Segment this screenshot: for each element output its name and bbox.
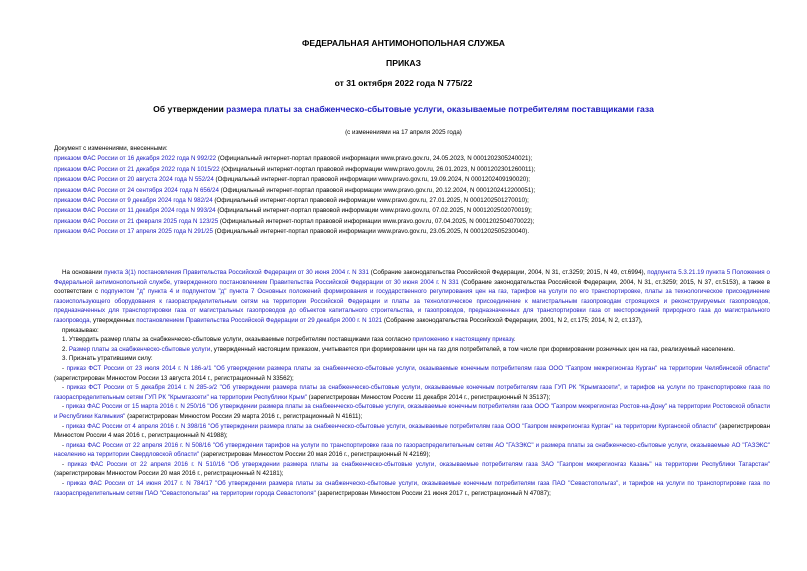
repealed-link[interactable]: приказ ФСТ России от 23 июля 2014 г. N 186-э/1 "Об утверждении размера платы за снабженческо-сбытовые услуги, оказываемые конечным потребителям газа ООО "Газпром межрегионгаз Курган" на территории Челябинской области" [66,364,770,372]
change-link[interactable]: приказом ФАС России от 17 апреля 2025 года N 291/25 [54,228,213,236]
order-word: приказываю: [62,326,99,334]
repealed-item [54,402,770,421]
change-item [54,206,774,216]
preamble-text: На основании [62,269,105,276]
repealed-item [54,441,770,460]
repealed-item [54,422,770,441]
change-link[interactable]: приказом ФАС России от 20 августа 2024 года N 552/24 [54,176,214,184]
change-source: (Официальный интернет-портал правовой информации www.pravo.gov.ru, 23.05.2025, N 0001202505230040). [212,228,530,236]
change-item [54,165,774,175]
change-link[interactable]: приказом ФАС России от 21 февраля 2025 года N 123/25 [54,217,219,225]
repealed-item [54,479,770,498]
repealed-link[interactable]: приказ ФАС России от 4 апреля 2016 г. N 398/16 "Об утверждении размера платы за снабженческо-сбытовые услуги, оказываемые потребителям газа ООО "Газпром межрегионгаз Курган" на территории Курганской области" [65,422,718,430]
item-dash: - [62,422,66,430]
annex-link[interactable]: приложению к настоящему приказу [412,336,514,344]
change-link[interactable]: приказом ФАС России от 21 декабря 2022 года N 1015/22 [54,165,220,173]
revision-note: (с изменениями на 17 апреля 2025 года) [345,129,462,136]
repealed-link[interactable]: приказ ФАС России от 22 апреля 2016 г. N 508/16 "Об утверждении тарифов на услуги по транспортировке газа по газораспределительным сетям АО "ГАЗЭКС" и размера платы за снабженческо-сбытовые услуги, оказываемые АО "ГАЗЭКС" населению на территории Свердловской области" [54,441,771,459]
item-text: 1. Утвердить размер платы за снабженческо-сбытовые услуги, оказываемые потребителям поставщиками газа согласно [62,336,413,344]
change-link[interactable]: приказом ФАС России от 16 декабря 2022 года N 992/22 [54,155,217,163]
title-link[interactable]: размера платы за снабженческо-сбытовые услуги, оказываемые потребителям поставщиками газа [226,104,654,114]
change-source: (Официальный интернет-портал правовой информации www.pravo.gov.ru, 24.05.2023, N 0001202305240021); [216,155,533,163]
preamble-link[interactable]: подпунктом "д" пункта 4 и подпунктом "д" пункта 7 Основных положений формирования и государственного регулирования цен на газ, тарифов на услуги по его транспортировке, платы за технологическое присоединение газоиспользующего оборудования к газораспределительным сетям на территории Российской Федерации и платы за технологическое присоединение к магистральным газопроводам строящихся и реконструируемых газопроводов, предназначенных для транспортировки газа от магистральных газопроводов до объектов капитального строительства, и газопроводов, предназначенных для транспортировки газа от месторождений природного газа до магистрального газопровода, [54,288,770,324]
item-dash: - [62,480,67,488]
repealed-link[interactable]: приказ ФСТ России от 5 декабря 2014 г. N 285-э/2 "Об утверждении размера платы за снабженческо-сбытовые услуги, оказываемые конечным потребителям газа ГУП РК "Крымгазсети", и тарифов на услуги по транспортировке газа по газораспределительным сетям ГУП РК "Крымгазсети" на территории Республики Крым" [54,384,770,401]
preamble-link[interactable]: пункта 3(1) постановления Правительства Российской Федерации от 30 июня 2004 г. N 331 [104,269,369,276]
item-1 [54,335,770,345]
change-source: (Официальный интернет-портал правовой информации www.pravo.gov.ru, 07.04.2025, N 0001202504070022); [218,217,535,225]
item-2 [54,345,770,355]
changes-intro: Документ с изменениями, внесенными: [54,145,168,152]
item-dash: - [62,441,67,449]
change-item [54,227,774,237]
repealed-item [54,383,770,402]
change-source: (Официальный интернет-портал правовой информации www.pravo.gov.ru, 19.09.2024, N 0001202409190020); [213,176,530,184]
registration-text: (зарегистрирован Минюстом России 20 мая 2016 г., регистрационный N 42181); [54,470,284,478]
preamble-text: утвержденных [91,316,137,324]
preamble-text: (Собрание законодательства Российской Федерации, 2004, N 31, ст.3259; 2015, N 49, ст.6994), [368,269,648,276]
repealed-item [54,364,770,383]
item-dash: - [62,384,67,392]
document-title [0,104,807,114]
preamble-link[interactable]: постановлением Правительства Российской Федерации от 29 декабря 2000 г. N 1021 [136,316,383,324]
change-link[interactable]: приказом ФАС России от 24 сентября 2024 года N 656/24 [54,186,219,194]
preamble-text: (Собрание законодательства Российской Федерации, 2004, N 31, ст.3259; 2015, N 37, ст.5153), а также в соответствии с [54,278,770,296]
changes-list [54,144,774,238]
preamble-text: (Собрание законодательства Российской Федерации, 2001, N 2, ст.175; 2014, N 2, ст.137), [382,316,643,324]
change-item [54,217,774,227]
item-text: , утвержденный настоящим приказом, учитывается при формировании цен на газ для потребителей, в том числе при формировании розничных цен на газ, реализуемый населению. [210,345,735,353]
item-dash: - [62,460,68,468]
preamble-link[interactable]: подпункта 5.3.21.19 пункта 5 Положения о Федеральной антимонопольной службе, утвержденного постановлением Правительства Российской Федерации от 30 июня 2004 г. N 331 [54,269,770,286]
item-3-intro: 3. Признать утратившими силу: [62,355,153,363]
item-text: . [513,336,516,344]
registration-text: (зарегистрирован Минюстом России 20 мая 2016 г., регистрационный N 42169); [199,451,431,459]
registration-text: (зарегистрирован Минюстом России 11 декабря 2014 г., регистрационный N 35137); [306,393,551,401]
change-source: (Официальный интернет-портал правовой информации www.pravo.gov.ru, 27.01.2025, N 0001202501270010); [212,197,529,205]
change-link[interactable]: приказом ФАС России от 9 декабря 2024 года N 982/24 [54,197,213,205]
repealed-link[interactable]: приказ ФАС России от 22 апреля 2016 г. N 510/16 "Об утверждении размера платы за снабженческо-сбытовые услуги, оказываемые потребителям газа ЗАО "Газпром межрегионгаз Казань" на территории Республики Татарстан" [67,460,770,468]
repealed-link[interactable]: приказ ФАС России от 15 марта 2016 г. N 250/16 "Об утверждении размера платы за снабженческо-сбытовые услуги, оказываемые конечным потребителям газа ООО "Газпром межрегионгаз Ростов-на-Дону" на территории Ростовской области и Республики Калмыкия" [54,403,771,420]
change-item [54,175,774,185]
change-source: (Официальный интернет-портал правовой информации www.pravo.gov.ru, 20.12.2024, N 0001202412200051); [218,186,536,194]
change-item [54,196,774,206]
registration-text: (зарегистрирован Минюстом России 21 июня 2017 г., регистрационный N 47087); [315,489,551,497]
item-dash: - [62,403,66,411]
item-text: 2. [62,345,69,353]
change-item [54,186,774,196]
fee-link[interactable]: Размер платы за снабженческо-сбытовые услуги [68,345,211,353]
agency-name: ФЕДЕРАЛЬНАЯ АНТИМОНОПОЛЬНАЯ СЛУЖБА [302,38,505,48]
change-item [54,154,774,164]
change-source: (Официальный интернет-портал правовой информации www.pravo.gov.ru, 26.01.2023, N 0001202301260011); [219,165,536,173]
order-body [54,268,770,498]
document-date-number: от 31 октября 2022 года N 775/22 [334,78,473,88]
document-type: ПРИКАЗ [386,58,421,68]
repealed-link[interactable]: приказ ФАС России от 14 июня 2017 г. N 784/17 "Об утверждении размера платы за снабженческо-сбытовые услуги, оказываемые конечным потребителям газа ПАО "Севастопольгаз", и тарифов на услуги по транспортировке газа по газораспределительным сетям ПАО "Севастопольгаз" на территории города Севастополя" [54,480,770,497]
preamble-paragraph [54,268,770,326]
item-dash: - [62,364,67,372]
repealed-item [54,460,770,479]
registration-text: (зарегистрирован Минюстом России 4 мая 2016 г., регистрационный N 41988); [54,422,771,440]
title-prefix: Об утверждении [153,104,224,114]
change-source: (Официальный интернет-портал правовой информации www.pravo.gov.ru, 07.02.2025, N 0001202502070019); [215,207,532,215]
change-link[interactable]: приказом ФАС России от 11 декабря 2024 года N 993/24 [54,207,216,215]
registration-text: (зарегистрирован Минюстом России 29 марта 2016 г., регистрационный N 41611); [125,412,363,420]
registration-text: (зарегистрирован Минюстом России 13 августа 2014 г., регистрационный N 33562); [54,374,294,382]
